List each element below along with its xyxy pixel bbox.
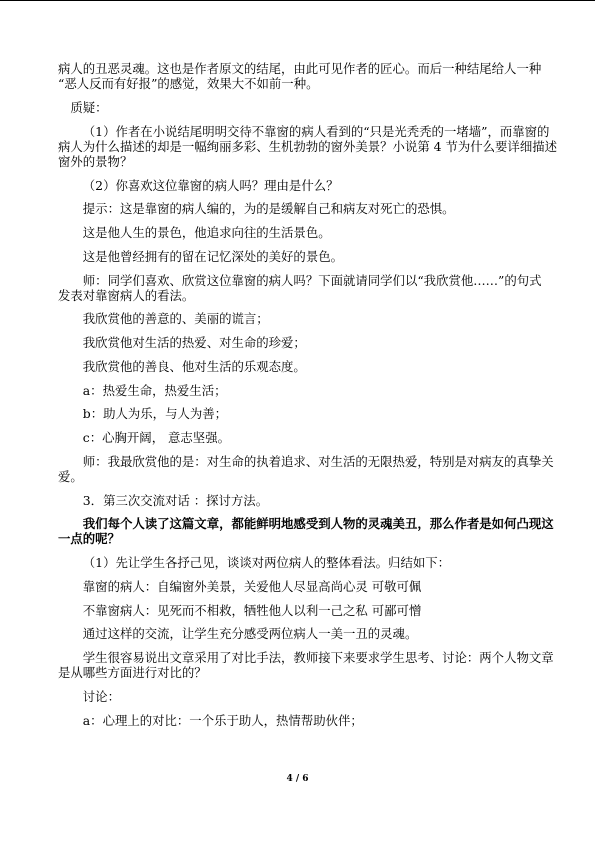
text-line: 爱。 — [58, 468, 83, 484]
text-line: 这是他人生的景色，他追求向往的生活景色。 — [82, 225, 331, 241]
paragraph — [58, 123, 557, 170]
paragraph — [58, 516, 554, 547]
paragraph — [58, 689, 542, 704]
text-line: （1）先让学生各抒己见，谈谈对两位病人的整体看法。归结如下： — [82, 555, 451, 571]
paragraph — [58, 579, 542, 594]
text-line: “恶人反而有好报”的感觉，效果大不如前一种。 — [58, 76, 319, 92]
paragraph — [58, 201, 542, 216]
paragraph — [58, 273, 542, 303]
page-number: 4 / 6 — [286, 774, 309, 784]
paragraph — [58, 61, 542, 91]
paragraph — [58, 626, 542, 641]
paragraph — [58, 406, 542, 421]
paragraph — [58, 335, 542, 350]
text-line: 是从哪些方面进行对比的？ — [58, 665, 207, 681]
text-line: （2）你喜欢这位靠窗的病人吗？理由是什么？ — [82, 177, 339, 193]
paragraph — [58, 178, 542, 193]
text-line: 不靠窗病人：见死而不相救，牺牲他人以利一己之私 可鄙可憎 — [82, 602, 422, 618]
text-line: （1）作者在小说结尾明明交待不靠窗的病人看到的“只是光秃秃的一堵墙”，而靠窗的 — [82, 123, 550, 139]
paragraph — [58, 713, 542, 728]
text-line: 3．第三次交流对话 ：探讨方法。 — [82, 492, 269, 508]
text-line: 这是他曾经拥有的留在记忆深处的美好的景色。 — [82, 248, 343, 264]
text-line: 师：我最欣赏他的是：对生命的执着追求、对生活的无限热爱，特别是对病友的真挚关 — [82, 453, 554, 469]
text-line: 我欣赏他对生活的热爱、对生命的珍爱； — [82, 335, 306, 351]
text-line: 一点的呢？ — [58, 531, 120, 547]
page-top-rule — [0, 0, 595, 1]
paragraph — [58, 649, 554, 681]
text-line: 靠窗的病人：自编窗外美景，关爱他人尽显高尚心灵 可敬可佩 — [82, 578, 422, 594]
text-line: 病人为什么描述的却是一幅绚丽多彩、生机勃勃的窗外美景？小说第 4 节为什么要详细描述 — [58, 138, 557, 154]
text-line: a：心理上的对比：一个乐于助人，热情帮助伙伴； — [82, 712, 363, 728]
paragraph — [58, 359, 542, 374]
text-line: 发表对靠窗病人的看法。 — [58, 287, 195, 303]
paragraph — [58, 453, 554, 484]
text-line: c：心胸开阔， 意志坚强。 — [82, 429, 230, 445]
text-line: 讨论： — [82, 688, 120, 704]
text-line: 我欣赏他的善良、他对生活的乐观态度。 — [82, 358, 306, 374]
paragraph — [58, 311, 542, 326]
text-line: 我欣赏他的善意的、美丽的谎言； — [82, 311, 269, 327]
text-line: 师：同学们喜欢、欣赏这位靠窗的病人吗？下面就请同学们以“我欣赏他……”的句式 — [82, 272, 542, 288]
paragraph — [58, 225, 542, 240]
paragraph — [58, 555, 542, 570]
text-line: 提示：这是靠窗的病人编的，为的是缓解自己和病友对死亡的恐惧。 — [82, 201, 455, 217]
paragraph — [58, 383, 542, 398]
paragraph — [58, 603, 542, 618]
paragraph — [58, 493, 542, 508]
text-line: 学生很容易说出文章采用了对比手法，教师接下来要求学生思考、讨论：两个人物文章 — [82, 649, 554, 665]
document-body — [58, 61, 557, 736]
text-line: 病人的丑恶灵魂。这也是作者原文的结尾，由此可见作者的匠心。而后一种结尾给人一种 — [58, 61, 542, 76]
text-line: 我们每个人读了这篇文章，都能鲜明地感受到人物的灵魂美丑，那么作者是如何凸现这 — [82, 516, 554, 532]
text-line: 通过这样的交流，让学生充分感受两位病人一美一丑的灵魂。 — [82, 626, 418, 642]
text-line: 质疑： — [70, 99, 108, 115]
paragraph — [58, 100, 542, 115]
paragraph — [58, 249, 542, 264]
text-line: b：助人为乐，与人为善； — [82, 406, 228, 422]
paragraph — [58, 430, 542, 445]
text-line: 窗外的景物？ — [58, 154, 133, 170]
text-line: a：热爱生命，热爱生活； — [82, 382, 227, 398]
